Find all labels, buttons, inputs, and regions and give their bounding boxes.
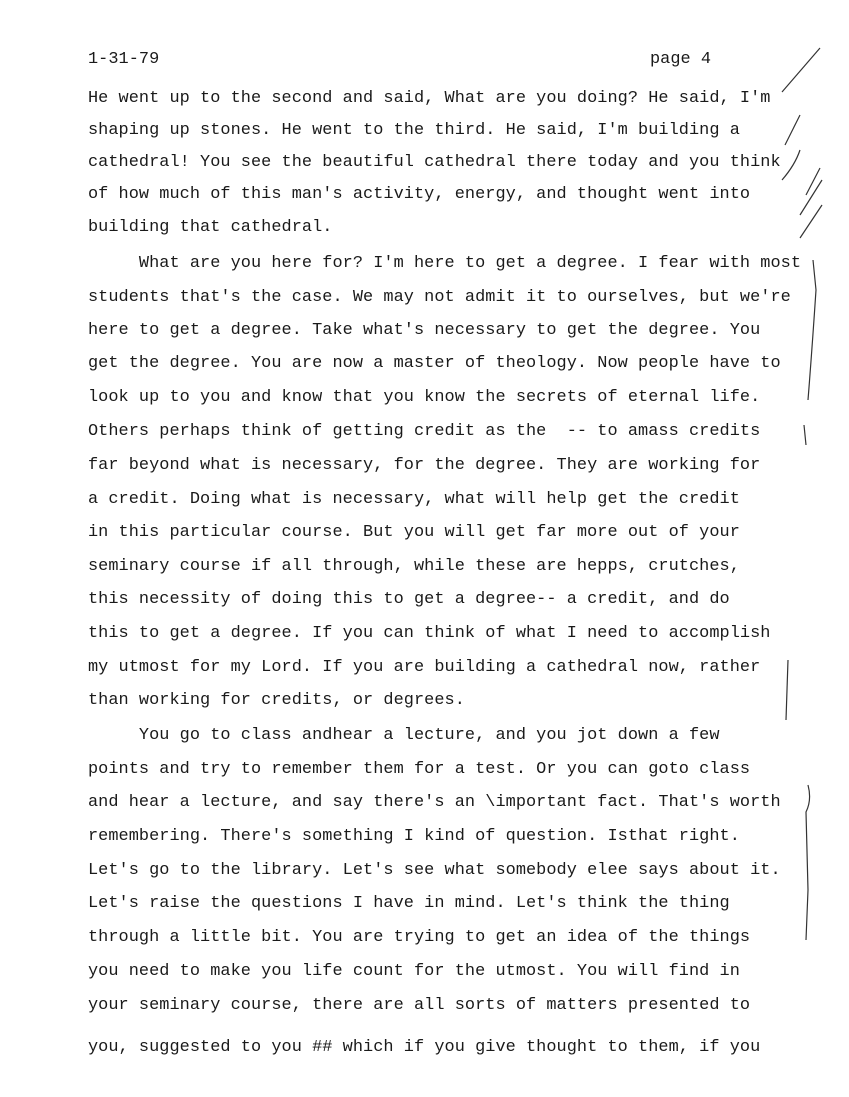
header-page-number: page 4 [650,50,712,69]
text-line: What are you here for? I'm here to get a degree. I fear with most [88,254,802,273]
text-line: students that's the case. We may not admit it to ourselves, but we're [88,288,791,307]
text-line: He went up to the second and said, What are you doing? He said, I'm [88,89,771,108]
text-line: remembering. There's something I kind of question. Isthat right. [88,827,740,846]
text-line: far beyond what is necessary, for the degree. They are working for [88,456,761,475]
text-line: points and try to remember them for a test. Or you can goto class [88,760,751,779]
text-line: and hear a lecture, and say there's an \important fact. That's worth [88,793,781,812]
text-line: You go to class andhear a lecture, and you jot down a few [88,726,720,745]
text-line: Let's raise the questions I have in mind. Let's think the thing [88,894,730,913]
text-line: you, suggested to you ## which if you give thought to them, if you [88,1038,761,1057]
text-line: this necessity of doing this to get a degree-- a credit, and do [88,590,730,609]
text-line: a credit. Doing what is necessary, what will help get the credit [88,490,740,509]
header-date: 1-31-79 [88,50,160,69]
text-line: my utmost for my Lord. If you are building a cathedral now, rather [88,658,761,677]
text-line: cathedral! You see the beautiful cathedral there today and you think [88,153,781,172]
text-line: look up to you and know that you know the secrets of eternal life. [88,388,761,407]
text-line: shaping up stones. He went to the third. He said, I'm building a [88,121,740,140]
text-line: here to get a degree. Take what's necessary to get the degree. You [88,321,761,340]
text-line: through a little bit. You are trying to get an idea of the things [88,928,751,947]
text-line: you need to make you life count for the utmost. You will find in [88,962,740,981]
text-line: in this particular course. But you will get far more out of your [88,523,740,542]
text-line: get the degree. You are now a master of theology. Now people have to [88,354,781,373]
text-line: building that cathedral. [88,218,333,237]
text-line: this to get a degree. If you can think of what I need to accomplish [88,624,771,643]
text-line: than working for credits, or degrees. [88,691,465,710]
text-line: Let's go to the library. Let's see what somebody elee says about it. [88,861,781,880]
text-line: your seminary course, there are all sorts of matters presented to [88,996,751,1015]
text-line: Others perhaps think of getting credit as the -- to amass credits [88,422,761,441]
text-line: seminary course if all through, while these are hepps, crutches, [88,557,740,576]
text-line: of how much of this man's activity, energy, and thought went into [88,185,751,204]
